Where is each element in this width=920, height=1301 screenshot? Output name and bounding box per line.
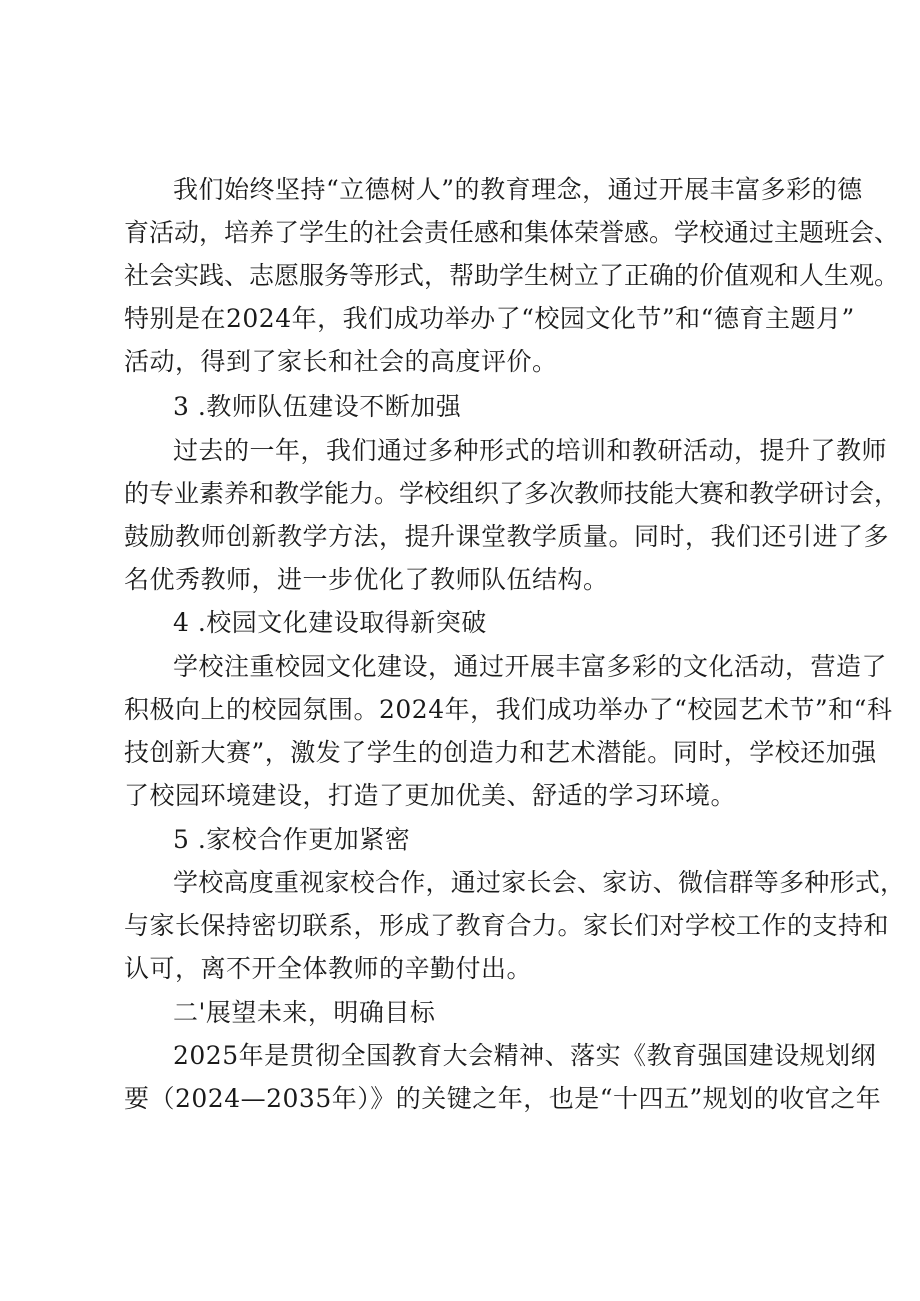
- paragraph-line: 认可，离不开全体教师的辛勤付出。: [124, 954, 533, 983]
- paragraph-line: 要（2024—2035年）》的关键之年，也是“十四五”规划的收官之年: [124, 1084, 882, 1113]
- paragraph-line: 积极向上的校园氛围。2024年，我们成功举办了“校园艺术节”和“科: [124, 695, 893, 724]
- paragraph-line: 过去的一年，我们通过多种形式的培训和教研活动，提升了教师: [173, 436, 888, 465]
- section-heading: 5 .家校合作更加紧密: [173, 825, 411, 854]
- paragraph-line: 学校注重校园文化建设，通过开展丰富多彩的文化活动，营造了: [173, 652, 888, 681]
- paragraph-line: 2025年是贯彻全国教育大会精神、落实《教育强国建设规划纲: [173, 1041, 877, 1070]
- section-heading: 3 .教师队伍建设不断加强: [173, 392, 462, 421]
- paragraph-line: 名优秀教师，进一步优化了教师队伍结构。: [124, 565, 609, 594]
- section-heading: 4 .校园文化建设取得新突破: [173, 608, 487, 637]
- paragraph-line: 技创新大赛”，激发了学生的创造力和艺术潜能。同时，学校还加强: [124, 738, 877, 767]
- paragraph-line: 活动，得到了家长和社会的高度评价。: [124, 347, 558, 376]
- section-heading: 二'展望未来，明确目标: [173, 998, 436, 1027]
- paragraph-line: 社会实践、志愿服务等形式，帮助学生树立了正确的价值观和人生观。: [124, 261, 900, 290]
- paragraph-line: 鼓励教师创新教学方法，提升课堂教学质量。同时，我们还引进了多: [124, 522, 890, 551]
- paragraph-line: 特别是在2024年，我们成功举办了“校园文化节”和“德育主题月”: [124, 304, 855, 333]
- paragraph-line: 我们始终坚持“立德树人”的教育理念，通过开展丰富多彩的德: [173, 175, 863, 204]
- paragraph-line: 了校园环境建设，打造了更加优美、舒适的学习环境。: [124, 781, 737, 810]
- paragraph-line: 的专业素养和教学能力。学校组织了多次教师技能大赛和教学研讨会，: [124, 479, 900, 508]
- paragraph-line: 与家长保持密切联系，形成了教育合力。家长们对学校工作的支持和: [124, 911, 890, 940]
- paragraph-line: 育活动，培养了学生的社会责任感和集体荣誉感。学校通过主题班会、: [124, 218, 900, 247]
- paragraph-line: 学校高度重视家校合作，通过家长会、家访、微信群等多种形式，: [173, 868, 906, 897]
